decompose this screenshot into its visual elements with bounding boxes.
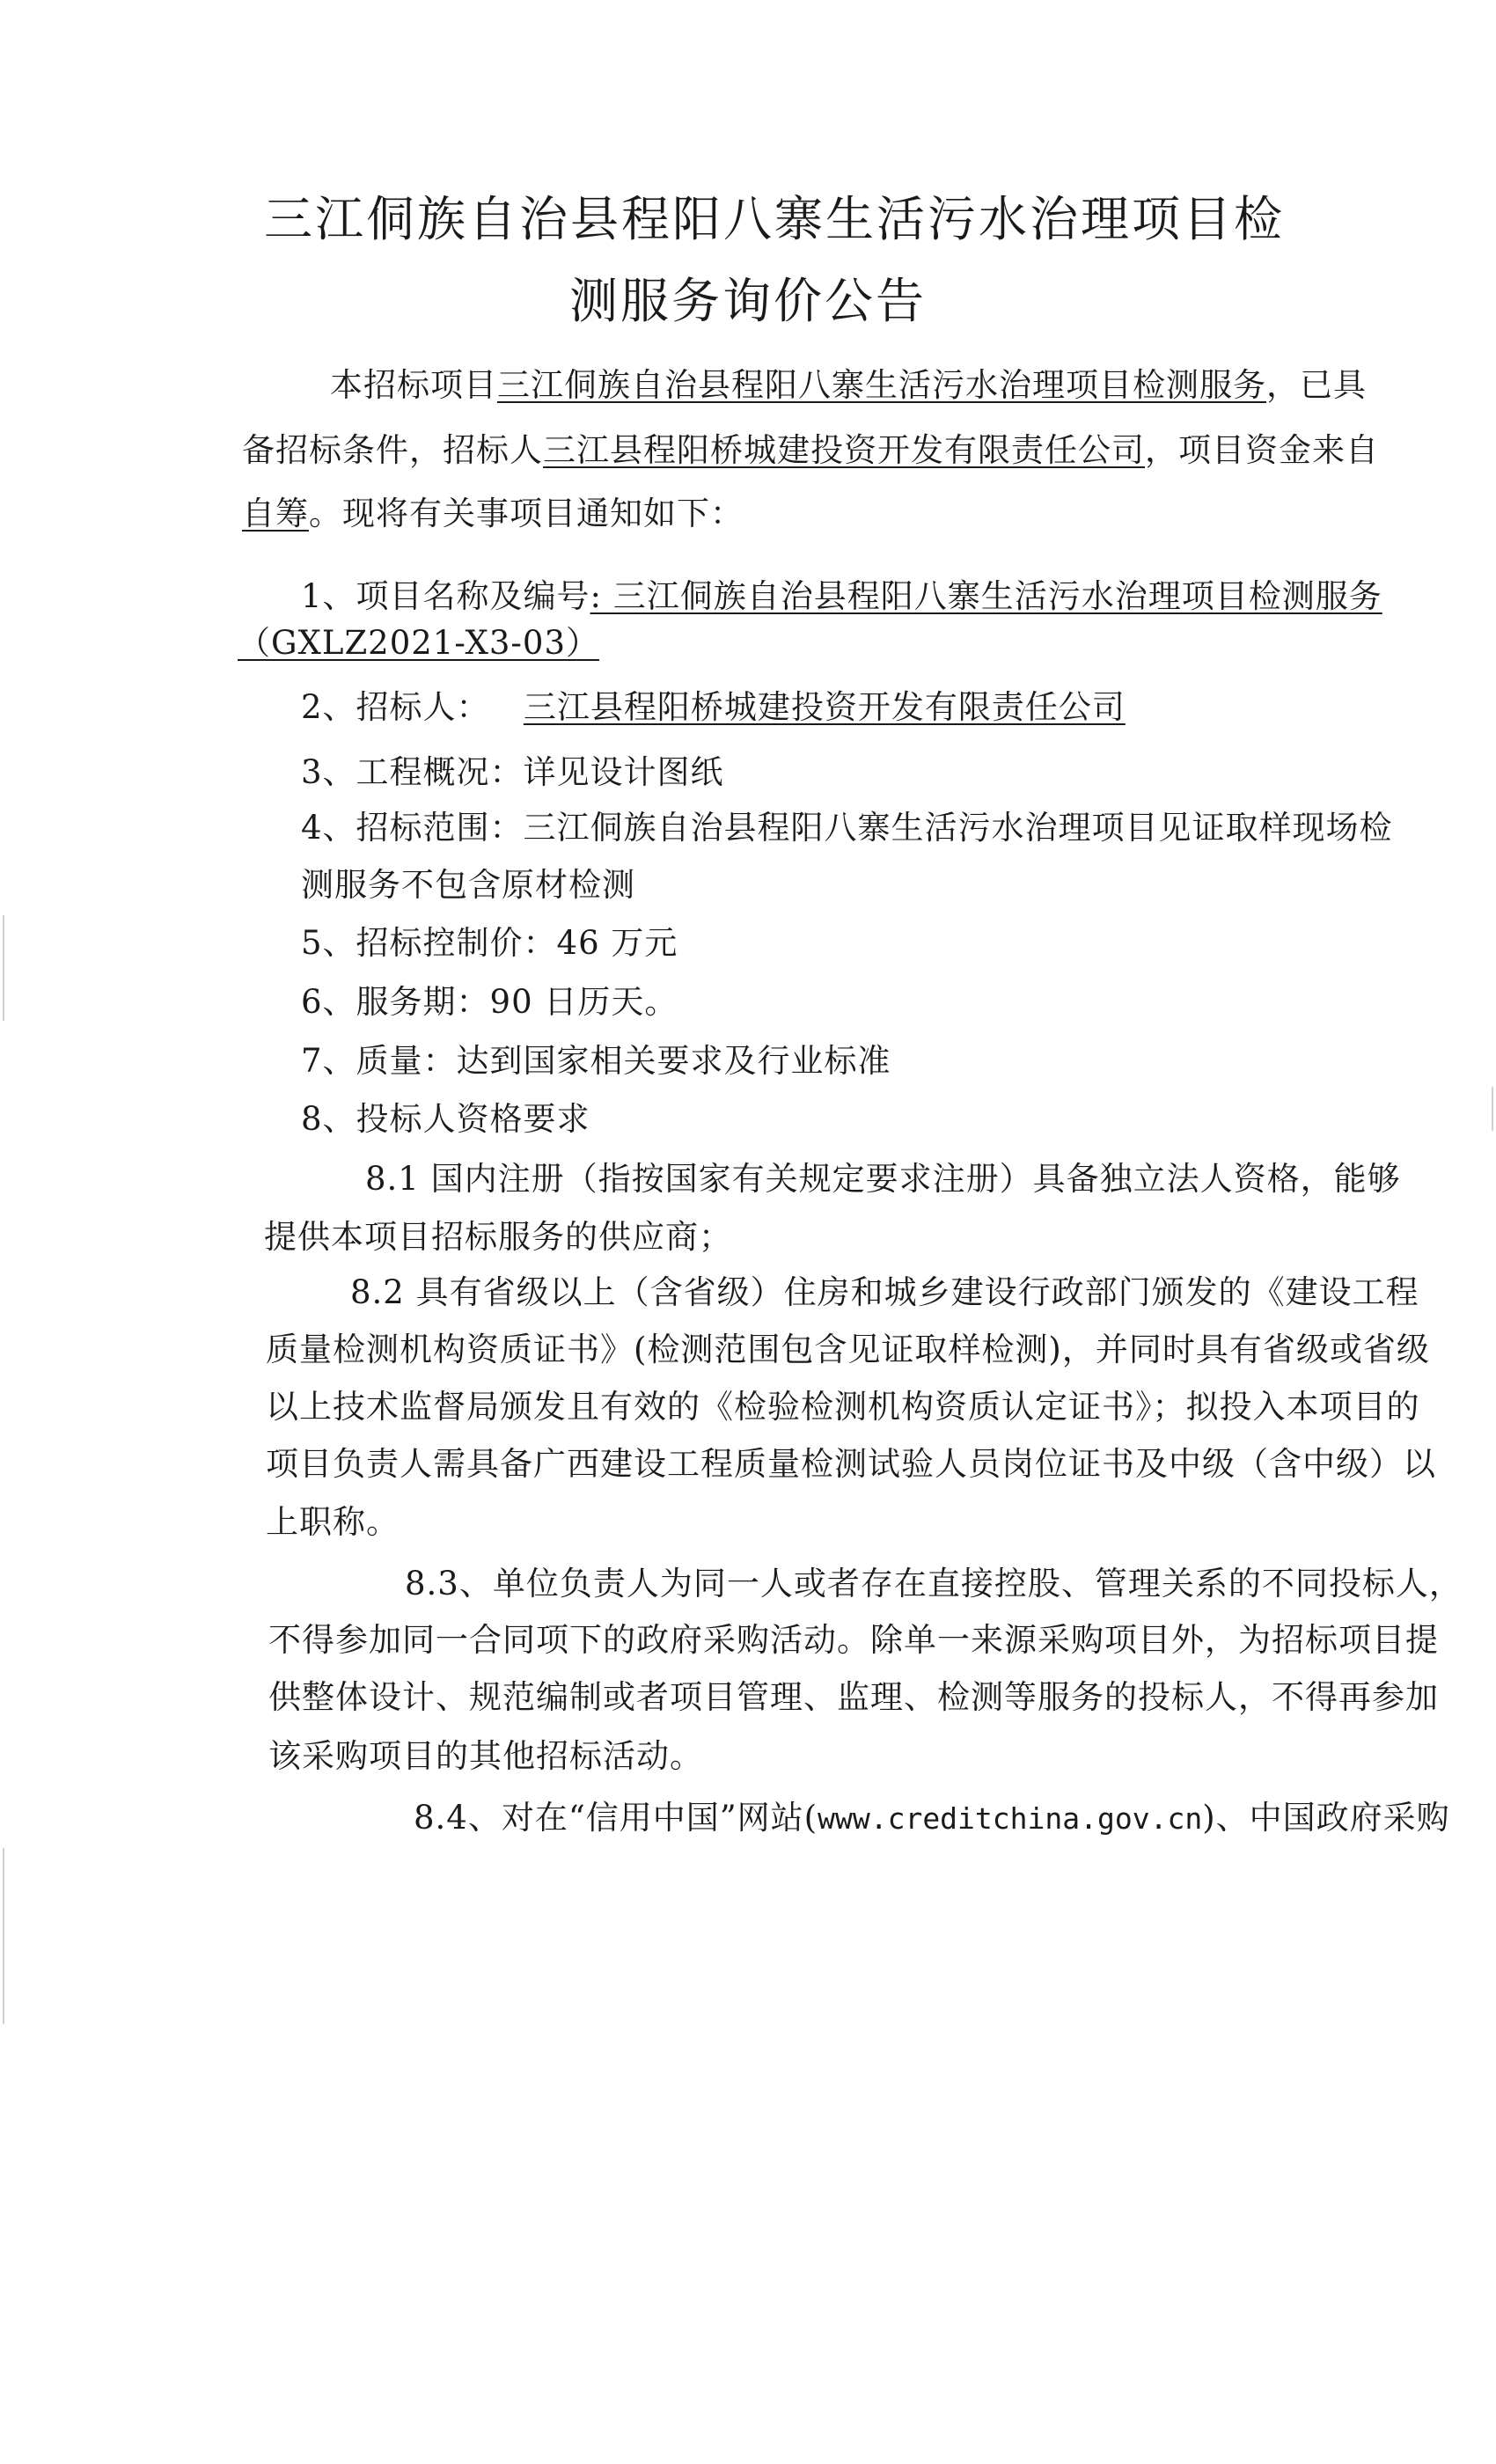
intro-text: 。现将有关事项目通知如下：	[309, 495, 744, 532]
intro-line-3	[242, 493, 744, 535]
qualification-text: )、中国政府采购	[1202, 1799, 1450, 1837]
qualification-8-1-line-1: 8.1 国内注册（指按国家有关规定要求注册）具备独立法人资格，能够	[365, 1160, 1401, 1198]
tenderer-name: 三江县程阳桥城建投资开发有限责任公司	[543, 431, 1145, 469]
item-label: 1、项目名称及编号	[301, 577, 590, 615]
qualification-8-2-line-2: 质量检测机构资质证书》(检测范围包含见证取样检测)，并同时具有省级或省级	[266, 1331, 1430, 1368]
page-title-line-1: 三江侗族自治县程阳八寨生活污水治理项目检	[264, 191, 1286, 247]
scan-edge-mark	[3, 915, 4, 1021]
qualification-8-2-line-5: 上职称。	[266, 1503, 400, 1541]
item-value: : 三江侗族自治县程阳八寨生活污水治理项目检测服务	[590, 577, 1382, 615]
intro-line-1	[330, 364, 1367, 407]
project-name: 三江侗族自治县程阳八寨生活污水治理项目检测服务	[497, 366, 1266, 404]
intro-line-2	[242, 429, 1379, 472]
qualification-8-3-line-4: 该采购项目的其他招标活动。	[268, 1737, 703, 1775]
item-value: 三江县程阳桥城建投资开发有限责任公司	[523, 688, 1126, 726]
item-7: 7、质量：达到国家相关要求及行业标准	[301, 1042, 891, 1080]
item-6: 6、服务期：90 日历天。	[301, 983, 678, 1021]
qualification-8-2-line-3: 以上技术监督局颁发且有效的《检验检测机构资质认定证书》；拟投入本项目的	[266, 1388, 1420, 1426]
scan-edge-mark	[3, 1848, 4, 2024]
item-1-line-2	[238, 622, 599, 664]
qualification-8-3-line-3: 供整体设计、规范编制或者项目管理、监理、检测等服务的投标人，不得再参加	[268, 1678, 1439, 1716]
creditchina-url: www.creditchina.gov.cn	[818, 1801, 1203, 1836]
intro-text: ，项目资金来自	[1145, 431, 1379, 469]
project-code: （GXLZ2021-X3-03）	[238, 624, 599, 662]
item-4-line-1: 4、招标范围：三江侗族自治县程阳八寨生活污水治理项目见证取样现场检	[301, 809, 1393, 847]
item-3: 3、工程概况：详见设计图纸	[301, 753, 724, 791]
page-title-line-2: 测服务询价公告	[568, 273, 927, 329]
item-8: 8、投标人资格要求	[301, 1100, 590, 1138]
qualification-8-3-line-1: 8.3、单位负责人为同一人或者存在直接控股、管理关系的不同投标人，	[405, 1565, 1463, 1602]
qualification-text: 8.4、对在“信用中国”网站(	[414, 1799, 818, 1837]
qualification-8-3-line-2: 不得参加同一合同项下的政府采购活动。除单一来源采购项目外，为招标项目提	[268, 1621, 1439, 1659]
item-label: 2、招标人：	[301, 688, 490, 726]
qualification-8-2-line-1: 8.2 具有省级以上（含省级）住房和城乡建设行政部门颁发的《建设工程	[350, 1273, 1419, 1311]
intro-text: 备招标条件，招标人	[242, 431, 543, 469]
item-2	[301, 686, 1126, 729]
scan-edge-mark	[1492, 1087, 1493, 1131]
item-5: 5、招标控制价：46 万元	[301, 924, 678, 962]
intro-text: ，已具	[1266, 366, 1367, 404]
item-1-line-1	[301, 576, 1382, 618]
intro-text: 本招标项目	[330, 366, 497, 404]
funding-source: 自筹	[242, 495, 309, 532]
qualification-8-2-line-4: 项目负责人需具备广西建设工程质量检测试验人员岗位证书及中级（含中级）以	[266, 1445, 1436, 1483]
qualification-8-4-line-1	[414, 1797, 1450, 1840]
qualification-8-1-line-2: 提供本项目招标服务的供应商；	[264, 1218, 732, 1256]
item-4-line-2: 测服务不包含原材检测	[301, 866, 635, 904]
